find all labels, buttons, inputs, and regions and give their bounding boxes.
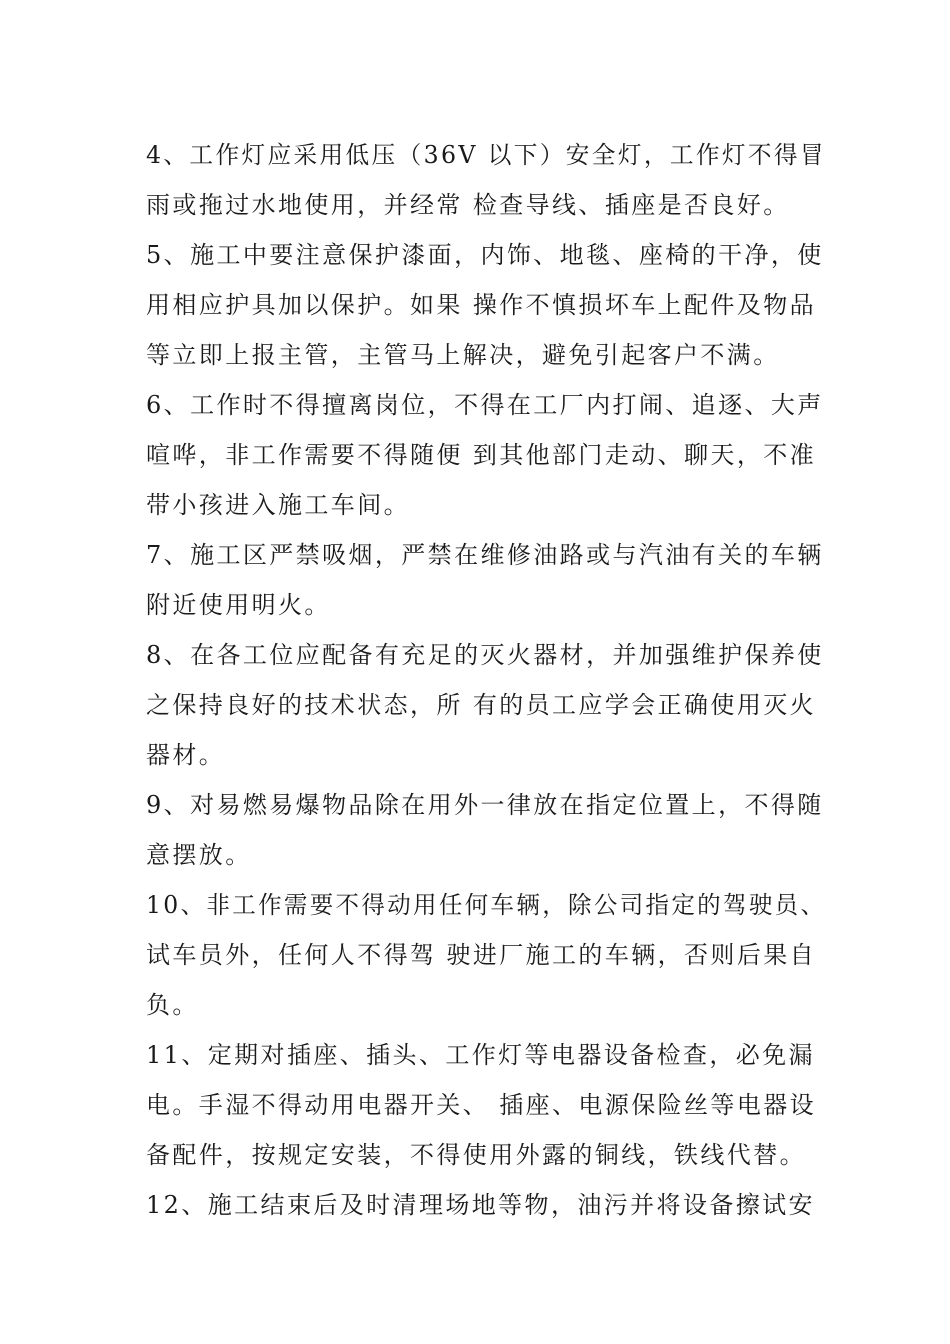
text-line: 意摆放。 — [146, 841, 252, 869]
text-line: 6、工作时不得擅离岗位，不得在工厂内打闹、追逐、大声 — [146, 391, 824, 419]
text-line: 带小孩进入施工车间。 — [146, 491, 410, 519]
text-line: 器材。 — [146, 741, 226, 769]
text-line: 负。 — [146, 991, 199, 1019]
text-line: 5、施工中要注意保护漆面，内饰、地毯、座椅的干净，使 — [146, 241, 824, 269]
text-line: 电。手湿不得动用电器开关、 插座、电源保险丝等电器设 — [146, 1091, 817, 1119]
document-body — [146, 130, 826, 1230]
text-line: 喧哗，非工作需要不得随便 到其他部门走动、聊天，不准 — [146, 441, 817, 469]
text-line: 附近使用明火。 — [146, 591, 331, 619]
text-line: 12、施工结束后及时清理场地等物，油污并将设备擦试安 — [146, 1191, 815, 1219]
text-line: 4、工作灯应采用低压（36V 以下）安全灯，工作灯不得冒 — [146, 141, 826, 169]
text-line: 9、对易燃易爆物品除在用外一律放在指定位置上，不得随 — [146, 791, 824, 819]
text-line: 7、施工区严禁吸烟，严禁在维修油路或与汽油有关的车辆 — [146, 541, 824, 569]
text-line: 试车员外，任何人不得驾 驶进厂施工的车辆，否则后果自 — [146, 941, 817, 969]
text-line: 用相应护具加以保护。如果 操作不慎损坏车上配件及物品 — [146, 291, 817, 319]
text-line: 之保持良好的技术状态，所 有的员工应学会正确使用灭火 — [146, 691, 817, 719]
text-line: 10、非工作需要不得动用任何车辆，除公司指定的驾驶员、 — [146, 891, 827, 919]
text-line: 备配件，按规定安装，不得使用外露的铜线，铁线代替。 — [146, 1141, 806, 1169]
text-line: 11、定期对插座、插头、工作灯等电器设备检查，必免漏 — [146, 1041, 815, 1069]
text-line: 8、在各工位应配备有充足的灭火器材，并加强维护保养使 — [146, 641, 824, 669]
text-line: 等立即上报主管，主管马上解决，避免引起客户不满。 — [146, 341, 780, 369]
text-line: 雨或拖过水地使用，并经常 检查导线、插座是否良好。 — [146, 191, 790, 219]
